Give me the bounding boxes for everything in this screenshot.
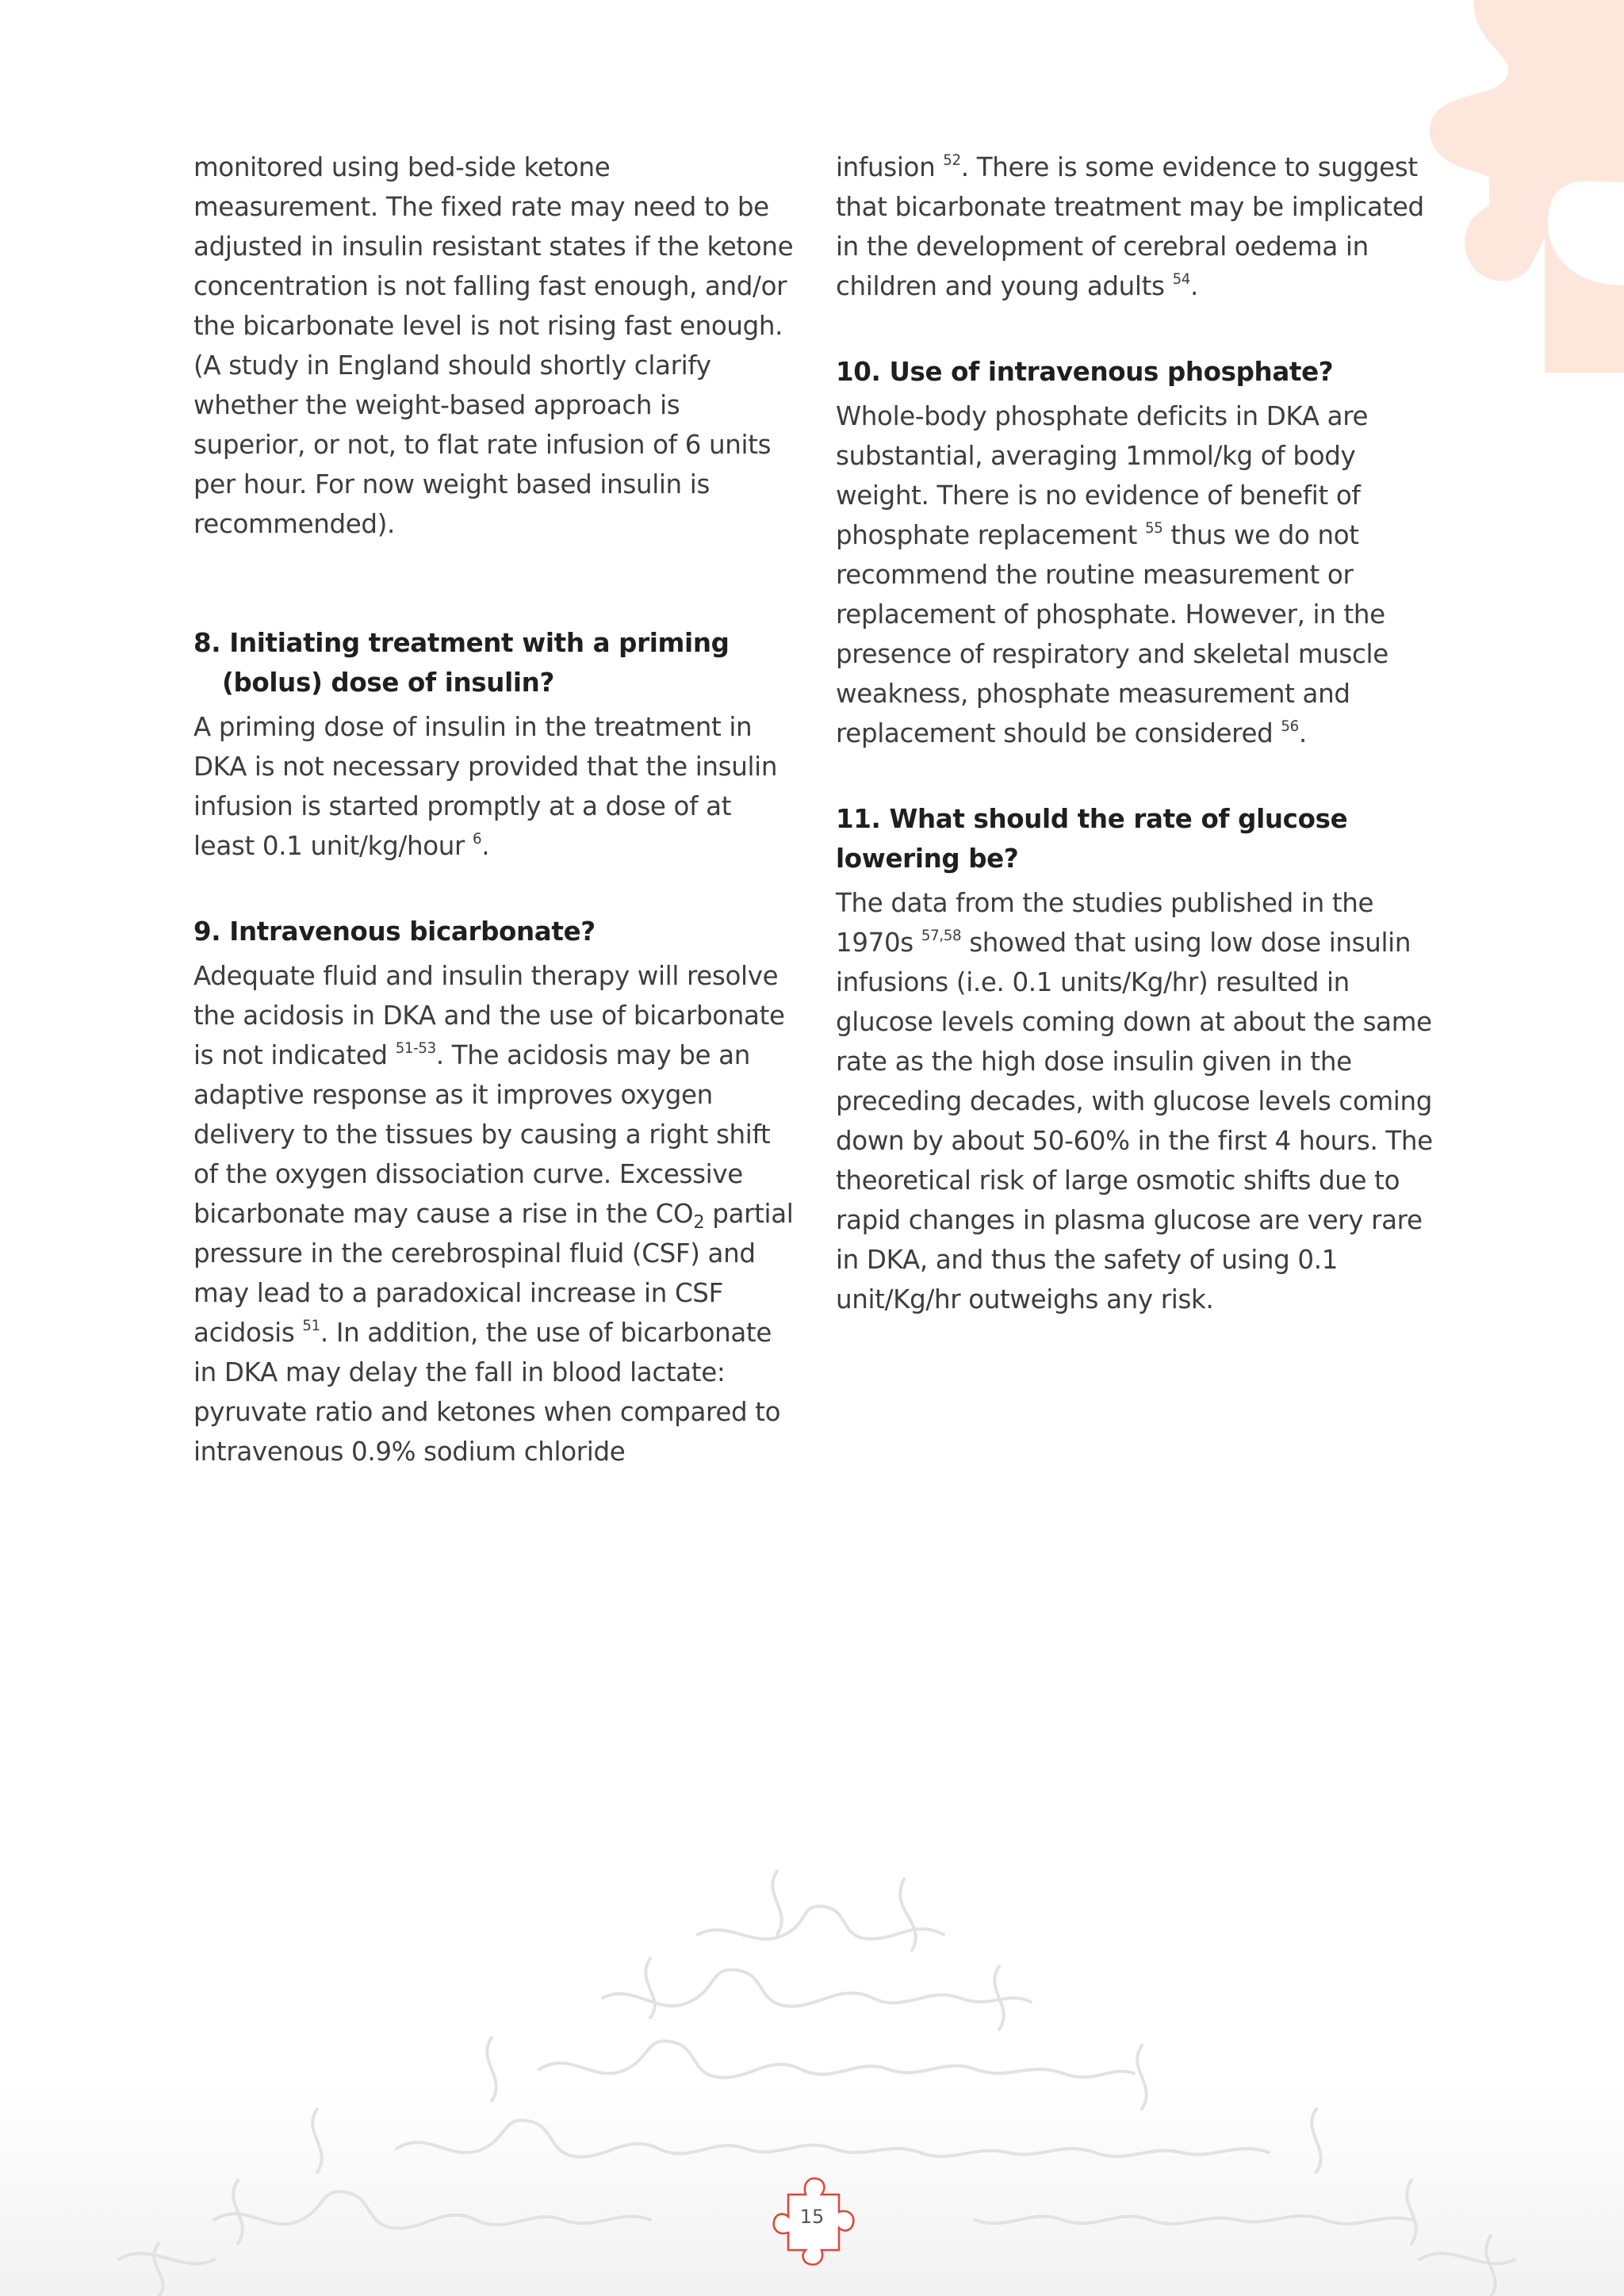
section-8-paragraph: A priming dose of insulin in the treatment in DKA is not necessary provided that the insulin infusion is started promptly at a dose of at least 0.1 unit/kg/hour $^6$. — [193, 712, 778, 861]
citation: 51-53 — [395, 1040, 436, 1058]
section-10-paragraph: Whole-body phosphate deficits in DKA are substantial, averaging 1mmol/kg of body weight. There is no evidence of benefit of phosphate replacement $^{55}$ thus we do not recommend the routine measurement or replacement of phosphate. However, in the presence of respiratory and skeletal muscle weakness, phosphate measurement and replacement should be considered $^{56}$. — [836, 401, 1388, 748]
citation: 51 — [302, 1318, 320, 1335]
section-10-text-2: thus we do not recommend the routine measurement or replacement of phosphate. However, in the presence of respiratory and skeletal muscle weakness, phosphate measurement and replacement should be considered — [836, 520, 1388, 748]
section-11-paragraph — [836, 883, 1438, 1319]
section-11-heading: 11. What should the rate of glucose lowering be? — [836, 804, 1348, 874]
section-10-text-1: Whole-body phosphate deficits in DKA are substantial, averaging 1mmol/kg of body weight. There is no evidence of benefit of phosphate replacement — [836, 401, 1369, 550]
section-9-heading: 9. Intravenous bicarbonate? — [193, 916, 596, 947]
section-11-text-1: The data from the studies published in the 1970s — [836, 888, 1374, 958]
section-9-text-2: . The acidosis may be an adaptive response as it improves oxygen delivery to the tissues by causing a right shift of the oxygen dissociation curve. Excessive bicarbonate may cause a rise in the CO — [193, 1040, 771, 1229]
right-column — [836, 147, 1438, 1319]
citation: 6 — [473, 831, 482, 848]
citation: 52 — [943, 152, 961, 170]
page-number: 15 — [799, 2206, 825, 2228]
section-8-text: A priming dose of insulin in the treatment in DKA is not necessary provided that the insulin infusion is started promptly at a dose of at least 0.1 unit/kg/hour — [193, 712, 778, 861]
section-10-heading: 10. Use of intravenous phosphate? — [836, 357, 1334, 387]
section-9-paragraph — [193, 956, 796, 1471]
continuation-text-1: infusion — [836, 152, 936, 182]
intro-paragraph: monitored using bed-side ketone measurement. The fixed rate may need to be adjusted in insulin resistant states if the ketone concentration is not falling fast enough, and/or the bicarbonate level is not rising fast enough. (A study in England should shortly clarify whether the weight-based approach is superior, or not, to flat rate infusion of 6 units per hour. For now weight based insulin is recommended). — [193, 152, 794, 539]
section-9-text-1: Adequate fluid and insulin therapy will resolve the acidosis in DKA and the use of bicarbonate is not indicated — [193, 961, 785, 1070]
subscript: 2 — [693, 1211, 705, 1233]
section-8-heading: 8. Initiating treatment with a priming (bolus) dose of insulin? — [193, 628, 730, 698]
citation: 57,58 — [921, 928, 962, 945]
section-9-text-3: partial pressure in the cerebrospinal fluid (CSF) and may lead to a paradoxical increase in CSF acidosis — [193, 1199, 794, 1348]
citation: 54 — [1172, 271, 1191, 289]
continuation-paragraph: infusion $^{52}$. There is some evidence to suggest that bicarbonate treatment may be implicated in the development of cerebral oedema in children and young adults $^{54}$. — [836, 152, 1424, 301]
citation: 55 — [1144, 520, 1163, 538]
section-11-text-2: showed that using low dose insulin infusions (i.e. 0.1 units/Kg/hr) resulted in glucose levels coming down at about the same rate as the high dose insulin given in the preceding decades, with glucose levels coming down by about 50-60% in the first 4 hours. The theoretical risk of large osmotic shifts due to rapid changes in plasma glucose are very rare in DKA, and thus the safety of using 0.1 unit/Kg/hr outweighs any risk. — [836, 928, 1433, 1314]
section-9-text-4: . In addition, the use of bicarbonate in DKA may delay the fall in blood lactate: pyruvate ratio and ketones when compared to intravenous 0.9% sodium chloride — [193, 1318, 781, 1467]
citation: 56 — [1281, 718, 1299, 736]
continuation-text-2: . There is some evidence to suggest that bicarbonate treatment may be implicated in the development of cerebral oedema in children and young adults — [836, 152, 1424, 301]
left-column — [193, 147, 796, 1471]
